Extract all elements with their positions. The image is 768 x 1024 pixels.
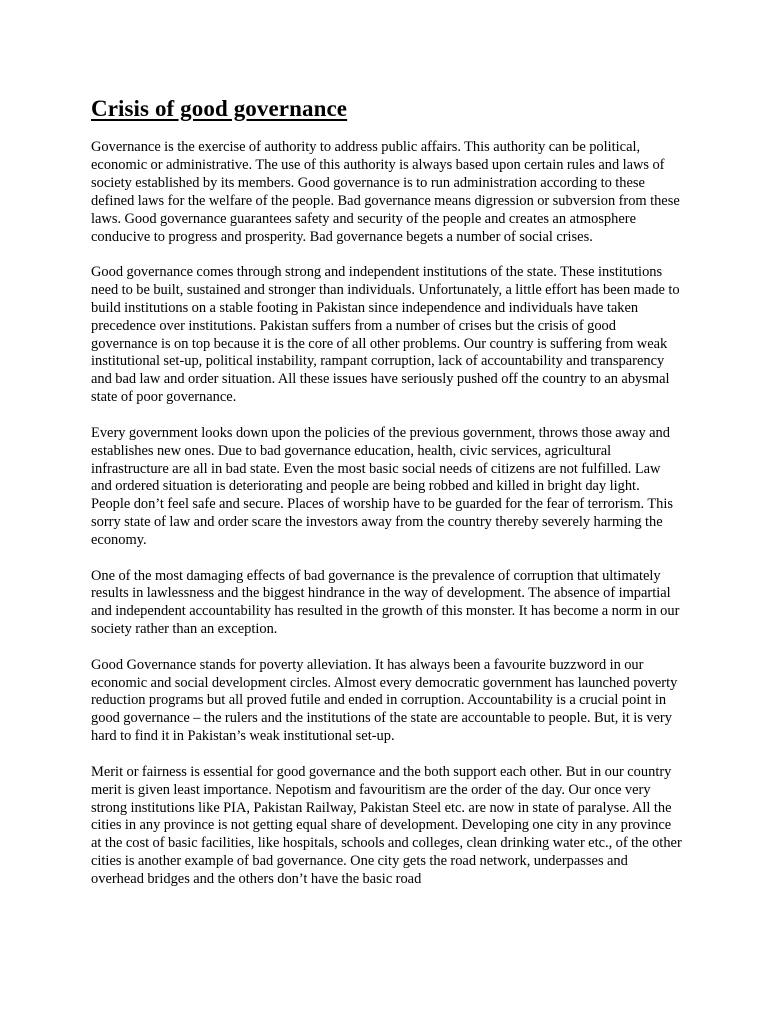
paragraph-4: One of the most damaging effects of bad governance is the prevalence of corruption that ultimately results in lawlessness and the biggest hindrance in the way of development. The absence of impartial and independent accountability has resulted in the growth of this monster. It has become a norm in our society rather than an exception. (91, 567, 680, 638)
paragraph-3: Every government looks down upon the policies of the previous government, throws those away and establishes new ones. Due to bad governance education, health, civic services, agricultural infrastructure are all in bad state. Even the most basic social needs of citizens are not fulfilled. Law and ordered situation is deteriorating and people are being robbed and killed in bright day light. People don’t feel safe and secure. Places of worship have to be guarded for the fear of terrorism. This sorry state of law and order scare the investors away from the country thereby severely harming the economy. (91, 424, 673, 549)
document-title: Crisis of good governance (91, 96, 348, 121)
paragraph-5: Good Governance stands for poverty alleviation. It has always been a favourite buzzword in our economic and social development circles. Almost every democratic government has launched poverty reduction programs but all proved futile and ended in corruption. Accountability is a crucial point in good governance – the rulers and the institutions of the state are accountable to people. But, it is very hard to find it in Pakistan’s weak institutional set-up. (91, 656, 678, 745)
paragraph-2: Good governance comes through strong and independent institutions of the state. These institutions need to be built, sustained and stronger than individuals. Unfortunately, a little effort has been made to build institutions on a stable footing in Pakistan since independence and individuals have taken precedence over institutions. Pakistan suffers from a number of crises but the crisis of good governance is on top because it is the core of all other problems. Our country is suffering from weak institutional set-up, political instability, rampant corruption, lack of accountability and transparency and bad law and order situation. All these issues have seriously pushed off the country to an abysmal state of poor governance. (91, 263, 680, 406)
paragraph-1: Governance is the exercise of authority to address public affairs. This authority can be political, economic or administrative. The use of this authority is always based upon certain rules and laws of society established by its members. Good governance is to run administration according to these defined laws for the welfare of the people. Bad governance means digression or subversion from these laws. Good governance guarantees safety and security of the people and creates an atmosphere conducive to progress and prosperity. Bad governance begets a number of social crises. (91, 139, 680, 245)
paragraph-6: Merit or fairness is essential for good governance and the both support each other. But in our country merit is given least importance. Nepotism and favouritism are the order of the day. Our once very strong institutions like PIA, Pakistan Railway, Pakistan Steel etc. are now in state of paralyse. All the cities in any province is not getting equal share of development. Developing one city in any province at the cost of basic facilities, like hospitals, schools and colleges, clean drinking water etc., of the other cities is another example of bad governance. One city gets the road network, underpasses and overhead bridges and the others don’t have the basic road (91, 763, 682, 888)
